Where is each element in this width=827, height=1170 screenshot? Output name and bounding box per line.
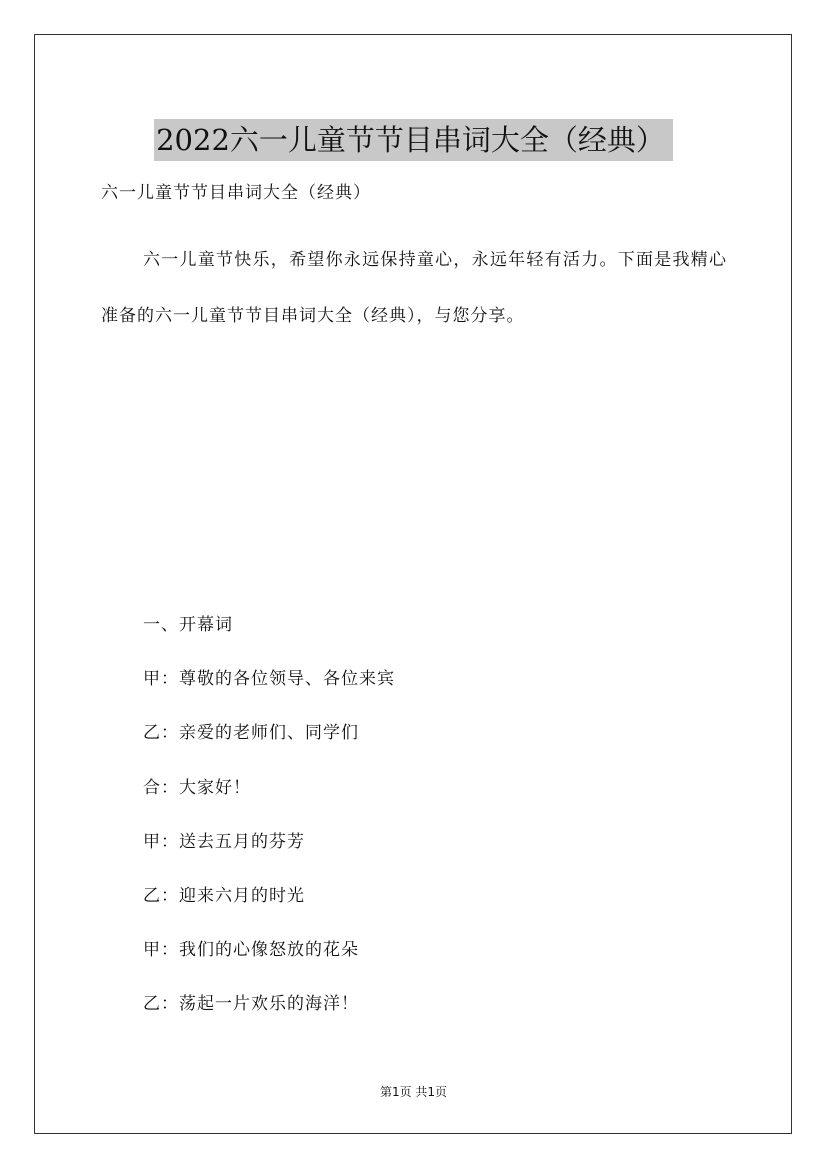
page-number: 第1页 共1页	[379, 1085, 448, 1099]
script-line: 乙：迎来六月的时光	[143, 885, 305, 906]
section-heading-opening: 一、开幕词	[143, 615, 233, 635]
document-title: 2022六一儿童节节目串词大全（经典）	[154, 119, 673, 161]
script-line: 甲：送去五月的芬芳	[143, 831, 305, 852]
script-line: 甲：我们的心像怒放的花朵	[143, 940, 359, 961]
script-line: 乙：荡起一片欢乐的海洋！	[143, 994, 359, 1015]
title-block	[0, 100, 827, 181]
script-lines	[143, 612, 723, 1046]
script-line: 合：大家好！	[143, 777, 251, 798]
script-line: 甲：尊敬的各位领导、各位来宾	[143, 669, 395, 690]
script-line: 乙：亲爱的老师们、同学们	[143, 723, 359, 744]
intro-paragraph: 六一儿童节快乐，希望你永远保持童心，永远年轻有活力。下面是我精心准备的六一儿童节节目串词大全（经典），与您分享。	[101, 250, 727, 326]
document-subtitle: 六一儿童节节目串词大全（经典）	[101, 183, 371, 203]
